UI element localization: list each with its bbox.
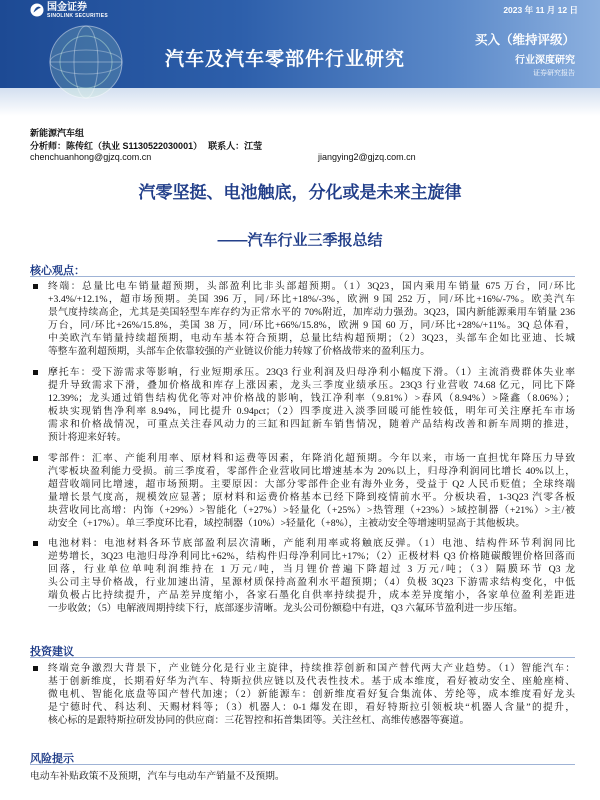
core-view-text (48, 280, 575, 358)
text-line: 零部件：汇率、产能利用率、原材料和运费等因素，年降消化超预期。今年以来，市场一直担忧年降压力导致 (48, 453, 575, 464)
text-line: 提升导致需求下滑，叠加价格战和库存上涨因素，龙头三季度业绩承压。23Q3 行业营收 74.68 亿元，同比下降 (48, 380, 575, 391)
text-line: 电池材料：电池材料各环节底部盈利层次清晰，产能利用率或将触底反弹。（1）电池、结构件环节利润同比 (48, 538, 575, 549)
text-line: 动安全（+17%）。单三季度环比看，域控制器（10%）>轻量化（+8%），主被动安全等增速明显高于其他板块。 (48, 518, 526, 529)
text-line: +3.4%/+12.1%，超市场预期。美国 396 万，同/环比+18%/-3%，欧洲 9 国 252 万，同/环比+16%/-7%。欧美汽车 (48, 294, 575, 305)
text-line: 微电机、智能化底盘等国产替代加速；（2）新能源车：创新维度看好复合集流体、芳纶等，成本维度看好龙头 (48, 689, 575, 700)
text-line: 是宁德时代、科达利、天赐材料等；（3）机器人：0-1 爆发在即，看好特斯拉引领板块“机器人含量”的提升， (48, 702, 575, 713)
core-view-text (48, 537, 575, 615)
core-views-heading: 核心观点： (30, 262, 575, 277)
report-category: 证券研究报告 (533, 70, 575, 77)
text-line: 回落，行业单位单吨利润维持在 1 万元/吨，当月锂价普遍下降超过 3 万元/吨；（3）隔膜环节 Q3 龙 (48, 564, 575, 575)
logo-name-en: SINOLINK SECURITIES (47, 13, 108, 19)
text-line: 超营收端同比增速，超市场预期。主要原因：大部分零部件企业有海外业务，受益于 Q2 人民币贬值；全球终端 (48, 479, 575, 490)
core-view-text (48, 452, 575, 530)
core-view-text (48, 366, 575, 444)
text-line: 量增长景气度高，规模效应显著；原材料和运费价格基本已经下降到疫情前水平。分板块看，1-3Q23 汽零各板 (48, 492, 575, 503)
report-date: 2023 年 11 月 12 日 (503, 5, 578, 15)
text-line: 摩托车：受下游需求等影响，行业短期承压。23Q3 行业利润及归母净利小幅度下滑。（1）主流消费群体失业率 (48, 367, 575, 378)
text-line: 一步收敛；（5）电解液周期持续下行，底部逐步清晰。龙头公司份额稳中有进，Q3 六氟环节盈利进一步压缩。 (48, 603, 523, 614)
text-line: 块营收同比高增：内饰（+29%）>智能化（+27%）>轻量化（+25%）>热管理（+23%）>域控制器（+21%）>主/被 (48, 505, 575, 516)
report-type: 行业深度研究 (515, 55, 575, 66)
black-square-bullet-icon (33, 284, 38, 289)
team-name: 新能源汽车组 (30, 128, 85, 138)
black-square-bullet-icon (33, 370, 38, 375)
page-subtitle: ——汽车行业三季报总结 (217, 232, 383, 249)
black-square-bullet-icon (33, 456, 38, 461)
text-line: 逆势增长，3Q23 电池归母净利同比+62%，结构件归母净利同比+17%；（2）正极材料 Q3 价格随碳酸锂价格回落而 (48, 551, 575, 562)
black-square-bullet-icon (33, 541, 38, 546)
text-line: 终端：总量比电车销量超预期，头部盈利比非头部超预期。（1）3Q23，国内乘用车销量 675 万台，同/环比 (48, 281, 575, 292)
page-title: 汽零坚挺、电池触底，分化或是未来主旋律 (138, 183, 462, 202)
black-square-bullet-icon (33, 666, 38, 671)
text-line: 12.39%；龙头通过销售结构优化等对冲价格战的影响，钱江净利率（9.81%）>春风（8.94%）>隆鑫（8.06%）； (48, 393, 575, 404)
text-line: 核心标的是跟特斯拉研发协同的供应商：三花智控和拓普集团等。关注丝杠、高维传感器等赛道。 (48, 715, 470, 726)
contact-name: 联系人：江莹 (208, 141, 263, 151)
text-line: 基于创新维度，长期看好华为汽车、特斯拉供应链以及代表性技术。基于成本维度，看好被动安全、座舱座椅、 (48, 676, 575, 687)
analyst-name: 分析师：陈传红（执业 S1130522030001） (30, 141, 203, 151)
risk-heading: 风险提示 (30, 750, 575, 765)
text-line: 预计将迎来好转。 (48, 432, 127, 443)
report-title: 汽车及汽车零部件行业研究 (165, 49, 406, 70)
text-line: 需求和价格战情况，可重点关注春风动力的三缸和四缸新车销售情况，随着产品结构改善和新车周期的推进， (48, 419, 575, 430)
investment-text (48, 662, 575, 727)
text-line: 头公司主导价格战，行业加速出清，星源材质保持高盈利水平超预期；（4）负极 3Q23 下游需求结构变化，中低 (48, 577, 575, 588)
text-line: 板块实现销售净利率 8.94%，同比提升 0.94pct；（2）四季度进入淡季回暖可能性较低，明年可关注摩托车市场 (48, 406, 575, 417)
text-line: 汽零板块盈利能力受损。前三季度看，零部件企业营收同比增速基本为 20%以上，归母净利润同比增长 40%以上， (48, 466, 575, 477)
sinolink-logo-icon (30, 3, 44, 17)
analyst-email: chenchuanhong@gjzq.com.cn (30, 152, 152, 162)
logo-name-cn: 国金证券 (47, 2, 87, 13)
rating-badge: 买入（维持评级） (474, 33, 575, 47)
globe-emblem-icon (46, 12, 126, 112)
text-line: 等整车盈利超预期，头部车企依靠较强的产业链议价能力转嫁了价格战带来的盈利压力。 (48, 346, 431, 357)
analyst-line (30, 139, 262, 152)
text-line: 景气度持续高企，尤其是美国轻型车库存约为正常水平的 70%附近，加库动力强劲。3Q23，国内新能源乘用车销量 236 (48, 307, 575, 318)
contact-email: jiangying2@gjzq.com.cn (318, 152, 416, 162)
risk-text: 电动车补贴政策不及预期，汽车与电动车产销量不及预期。 (30, 771, 285, 782)
text-line: 终端竞争激烈大背景下，产业链分化是行业主旋律，持续推荐创新和国产替代两大产业趋势。（1）智能汽车： (48, 663, 575, 674)
text-line: 端负极占比持续提升，产品差异度缩小，各家石墨化自供率持续提升，成本差异度缩小，各家单位盈利差距进 (48, 590, 575, 601)
text-line: 万台，同/环比+26%/15.8%，美国 38 万，同/环比+66%/15.8%，欧洲 9 国 60 万，同/环比+28%/+11%。3Q 总体看， (48, 320, 575, 331)
investment-heading: 投资建议 (30, 643, 575, 658)
text-line: 中美欧汽车销量持续超预期，电动车基本符合预期，总量比结构超预期；（2）3Q23，头部车企如比亚迪、长城 (48, 333, 575, 344)
